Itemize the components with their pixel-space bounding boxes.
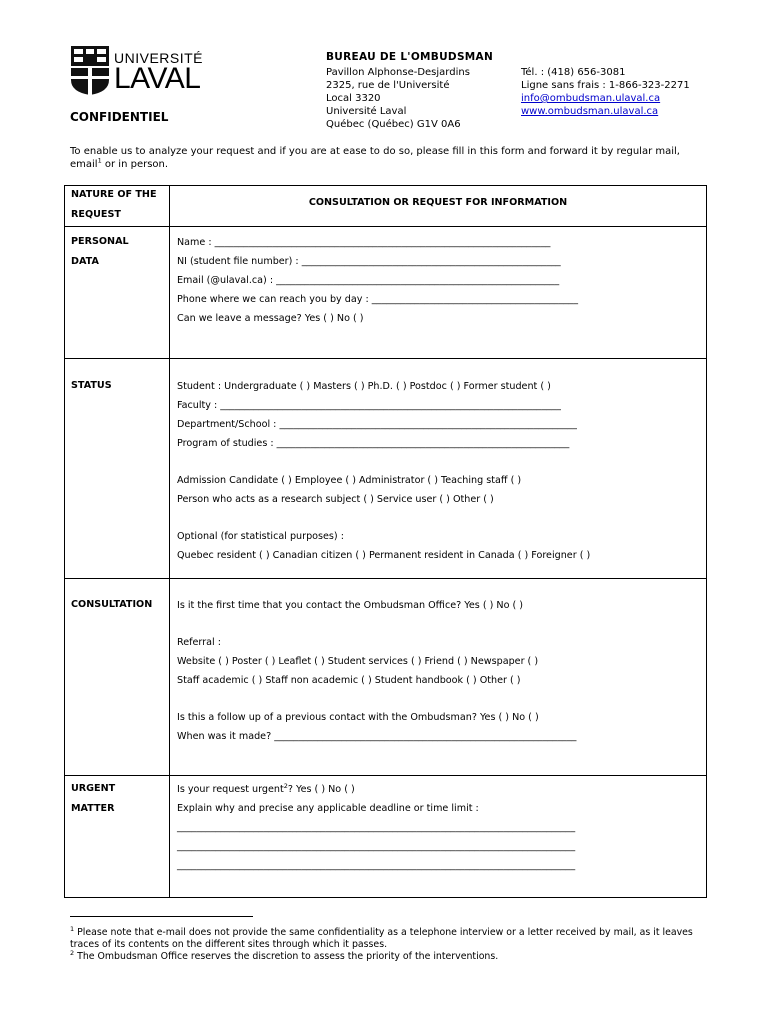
student-level-choice[interactable]: Student : Undergraduate ( ) Masters ( ) Ph.D. ( ) Postdoc ( ) Former student ( ) [177,381,551,392]
university-name-bottom: LAVAL [114,62,201,95]
footnote-number: 1 [70,924,75,933]
row-label [65,579,170,776]
role-choice[interactable]: Admission Candidate ( ) Employee ( ) Administrator ( ) Teaching staff ( ) [177,475,522,486]
footnote-2 [70,948,710,963]
urgent-options: ? Yes ( ) No ( ) [287,784,355,795]
program-field[interactable]: Program of studies : _____________________________________________________________ [177,438,570,449]
previous-contact-date-field[interactable]: When was it made? _______________________________________________________________ [177,731,577,742]
footnotes [70,924,710,963]
status-label: STATUS [71,380,112,391]
row-label [65,776,170,898]
personal-fields [170,227,707,359]
nature-label-2: REQUEST [71,208,121,220]
address-line: 2325, rue de l'Université [326,80,450,91]
address-line: Pavillon Alphonse-Desjardins [326,67,470,78]
urgent-explain-line[interactable]: ___________________________________________________________________________________ [177,841,576,852]
urgent-explain-line[interactable]: ___________________________________________________________________________________ [177,822,576,833]
form-row-urgent [65,776,707,898]
referral-choice[interactable]: Website ( ) Poster ( ) Leaflet ( ) Student services ( ) Friend ( ) Newspaper ( ) [177,656,539,667]
urgent-choice[interactable] [171,780,705,799]
nature-label-1: NATURE OF THE [71,189,157,200]
phone: Tél. : (418) 656-3081 [521,67,626,78]
follow-up-choice[interactable]: Is this a follow up of a previous contact with the Ombudsman? Yes ( ) No ( ) [177,712,539,723]
phone-field[interactable]: Phone where we can reach you by day : ___________________________________________ [177,294,579,305]
form-row-status [65,359,707,579]
urgent-explain-line[interactable]: ___________________________________________________________________________________ [177,860,576,871]
consultation-label: CONSULTATION [71,599,153,610]
footnote-ref: 2 [283,781,288,790]
optional-label: Optional (for statistical purposes) : [177,531,344,542]
residency-choice[interactable]: Quebec resident ( ) Canadian citizen ( ) Permanent resident in Canada ( ) Foreigner ( ) [177,550,591,561]
message-choice[interactable]: Can we leave a message? Yes ( ) No ( ) [177,313,364,324]
intro-paragraph [70,145,710,171]
row-label [65,186,170,227]
footnote-number: 2 [70,948,75,957]
university-name-top: UNIVERSITÉ [114,50,204,66]
office-address [326,66,470,131]
form-row-consultation [65,579,707,776]
form-heading-cell [170,186,707,227]
toll-free-phone: Ligne sans frais : 1-866-323-2271 [521,80,690,91]
personal-label-2: DATA [71,255,99,267]
name-field[interactable]: Name : ______________________________________________________________________ [177,237,551,248]
row-label [65,227,170,359]
urgent-label-2: MATTER [71,802,115,814]
urgent-fields [170,776,707,898]
email-link[interactable]: info@ombudsman.ulaval.ca [521,93,661,104]
website-link[interactable]: www.ombudsman.ulaval.ca [521,106,659,117]
consultation-fields [170,579,707,776]
footnote-ref: 1 [97,156,102,165]
office-contact [521,66,690,118]
urgent-question: Is your request urgent [177,784,284,795]
footnote-divider [70,916,253,917]
referral-choice-2[interactable]: Staff academic ( ) Staff non academic ( ) Student handbook ( ) Other ( ) [177,675,521,686]
form-row-nature [65,186,707,227]
personal-label-1: PERSONAL [71,236,129,247]
first-contact-choice[interactable]: Is it the first time that you contact the Ombudsman Office? Yes ( ) No ( ) [177,600,524,611]
other-role-choice[interactable]: Person who acts as a research subject ( ) Service user ( ) Other ( ) [177,494,494,505]
address-line: Université Laval [326,106,407,117]
address-line: Local 3320 [326,93,381,104]
urgent-explain-label: Explain why and precise any applicable deadline or time limit : [177,803,479,814]
form-heading: CONSULTATION OR REQUEST FOR INFORMATION [308,197,568,208]
status-fields [170,359,707,579]
urgent-label-1: URGENT [71,783,116,794]
office-title: BUREAU DE L'OMBUDSMAN [326,51,494,63]
request-form [64,185,707,898]
footnote-text: Please note that e-mail does not provide the same confidentiality as a telephone interview or a letter received by mail, as it leaves traces of its contents on the different sites through which it passes. [70,927,693,950]
student-id-field[interactable]: NI (student file number) : ______________________________________________________ [177,256,561,267]
address-line: Québec (Québec) G1V 0A6 [326,119,461,130]
footnote-text: The Ombudsman Office reserves the discretion to assess the priority of the interventions. [74,951,499,962]
footnote-1 [70,924,710,951]
intro-text: To enable us to analyze your request and if you are at ease to do so, please fill in this form and forward it by regular mail, email [70,146,680,170]
department-field[interactable]: Department/School : ______________________________________________________________ [177,419,577,430]
form-row-personal [65,227,707,359]
intro-tail: or in person. [101,159,169,170]
referral-label: Referral : [177,637,221,648]
faculty-field[interactable]: Faculty : _______________________________________________________________________ [177,400,561,411]
confidential-label: CONFIDENTIEL [70,110,169,124]
crest-icon [70,44,110,96]
row-label [65,359,170,579]
university-logo [70,44,220,100]
email-field[interactable]: Email (@ulaval.ca) : ___________________________________________________________ [177,275,560,286]
